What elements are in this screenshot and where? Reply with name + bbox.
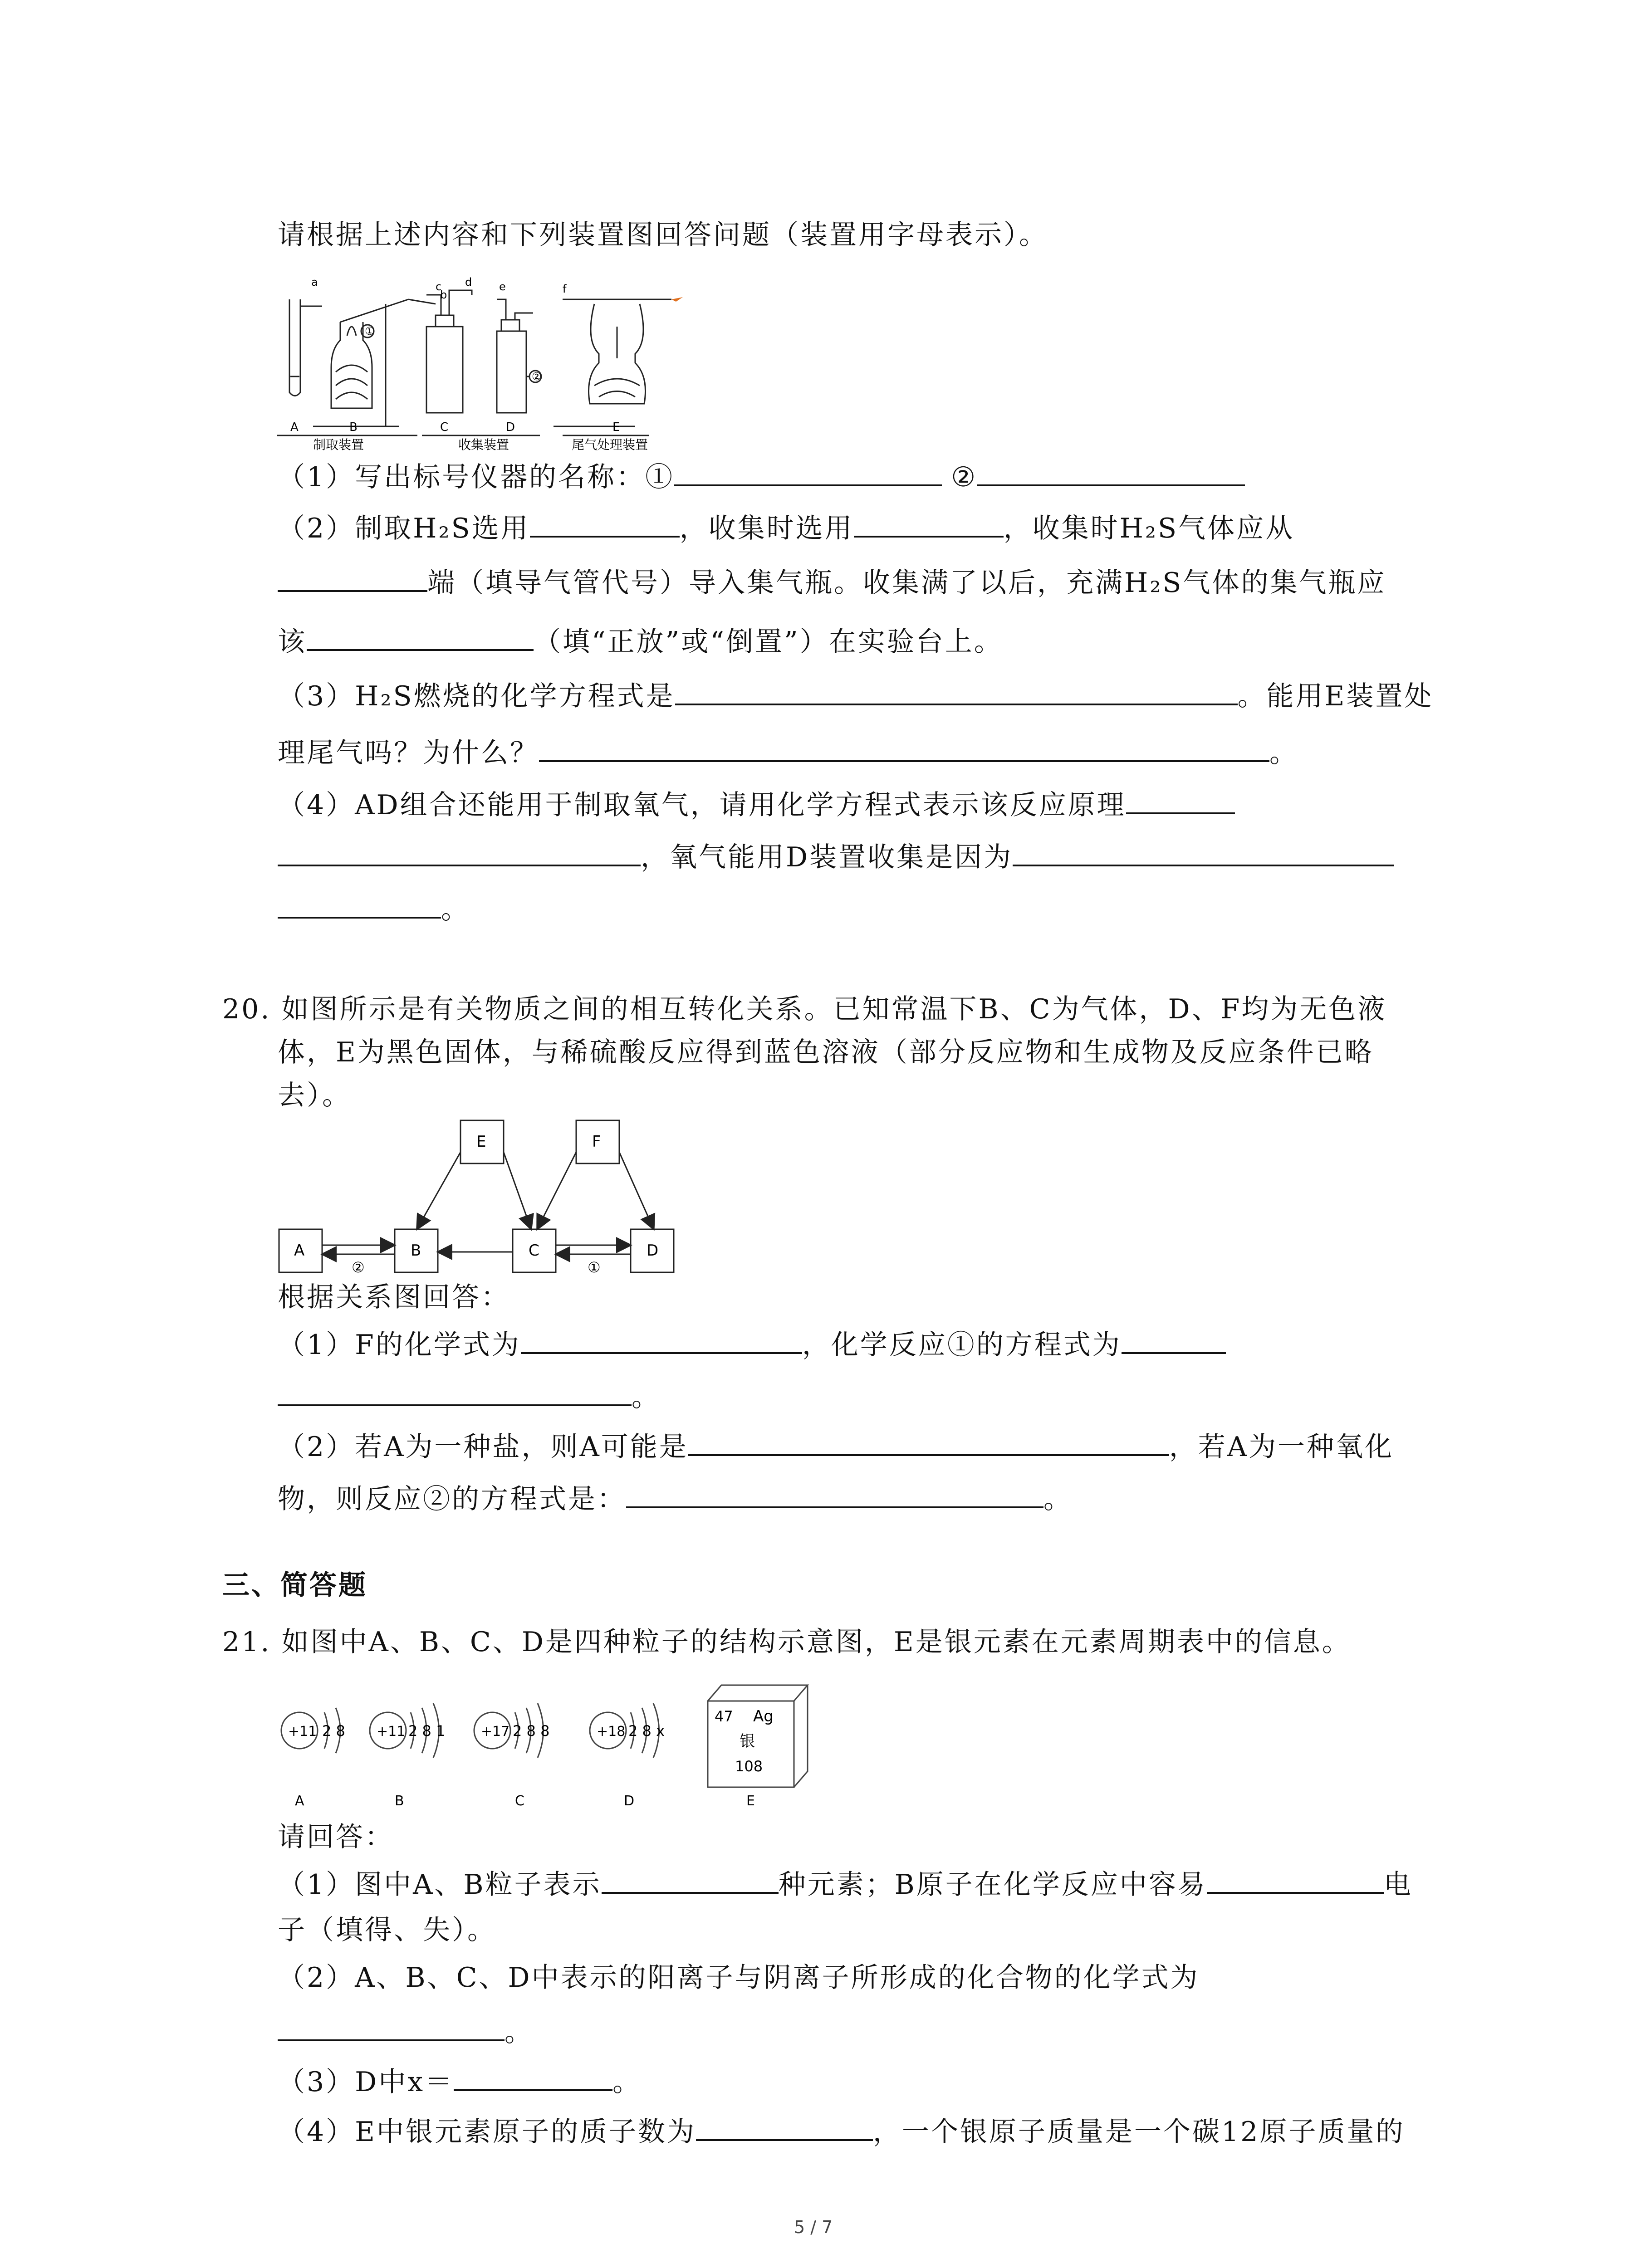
atom-C-nucleus: +17 xyxy=(481,1724,510,1740)
atom-C-label: C xyxy=(515,1793,524,1809)
label-f: f xyxy=(563,283,567,295)
answer-blank[interactable] xyxy=(278,1404,632,1406)
particle-diagram xyxy=(272,1678,826,1814)
label-B: B xyxy=(349,420,358,434)
node-B: B xyxy=(411,1242,421,1260)
atom-C-shells: 2 8 8 xyxy=(513,1722,550,1740)
apparatus-figure xyxy=(272,272,780,451)
answer-blank[interactable] xyxy=(602,1892,779,1894)
reaction-2-label: ② xyxy=(352,1259,365,1276)
answer-blank[interactable] xyxy=(539,760,1269,762)
q20-part1-line2: 。 xyxy=(278,1383,661,1411)
label-C: C xyxy=(440,420,449,434)
answer-blank[interactable] xyxy=(278,864,641,866)
node-E: E xyxy=(476,1133,486,1151)
element-mass: 108 xyxy=(735,1758,763,1775)
answer-blank[interactable] xyxy=(696,2139,873,2141)
atom-A-nucleus: +11 xyxy=(288,1724,317,1740)
atom-A-shells: 2 8 xyxy=(322,1722,345,1740)
node-C: C xyxy=(529,1242,539,1260)
q19-part4-line2: ，氧气能用D装置收集是因为 xyxy=(278,844,1394,871)
atom-D-nucleus: +18 xyxy=(597,1724,626,1740)
label-circle-2: ② xyxy=(532,370,542,383)
atom-B-nucleus: +11 xyxy=(377,1724,406,1740)
q21-part1-line2: 子（填得、失）。 xyxy=(278,1914,496,1946)
q20-prompt: 根据关系图回答： xyxy=(278,1281,510,1313)
element-name: 银 xyxy=(740,1732,755,1750)
label-c: c xyxy=(436,280,442,293)
atom-B-label: B xyxy=(395,1793,404,1809)
answer-blank[interactable] xyxy=(278,2039,505,2041)
group-label-tail-gas: 尾气处理装置 xyxy=(572,437,648,451)
q21-stem: 21. 如图中A、B、C、D是四种粒子的结构示意图，E是银元素在元素周期表中的信息。 xyxy=(222,1626,1351,1658)
answer-blank[interactable] xyxy=(674,484,942,486)
q19-part2-line2: 端（填导气管代号）导入集气瓶。收集满了以后，充满H₂S气体的集气瓶应 xyxy=(278,569,1386,596)
atom-D-label: D xyxy=(624,1793,635,1809)
q19-part4-line3: 。 xyxy=(278,896,470,923)
node-F: F xyxy=(592,1133,601,1151)
label-circle-1: ① xyxy=(365,325,375,337)
answer-blank[interactable] xyxy=(454,2089,612,2091)
q20-part2-line1: （2）若A为一种盐，则A可能是 ，若A为一种氧化 xyxy=(278,1431,1394,1463)
label-a: a xyxy=(311,276,318,288)
q19-part2-line1: （2）制取H₂S选用 ，收集时选用 ，收集时H₂S气体应从 xyxy=(278,513,1295,544)
q20-stem-line3: 去）。 xyxy=(278,1080,351,1111)
label-d: d xyxy=(465,276,472,288)
atom-A-label: A xyxy=(295,1793,304,1809)
q19-part2-line3: 该 （填“正放”或“倒置”）在实验台上。 xyxy=(278,626,1003,658)
label-b: b xyxy=(440,288,447,301)
answer-blank[interactable] xyxy=(530,535,680,538)
label-E: E xyxy=(612,420,620,434)
answer-blank[interactable] xyxy=(1207,1892,1384,1894)
q21-part2-line1: （2）A、B、C、D中表示的阳离子与阴离子所形成的化合物的化学式为 xyxy=(278,1962,1200,1994)
q20-part2-line2: 物，则反应②的方程式是： 。 xyxy=(278,1483,1073,1515)
node-A: A xyxy=(294,1242,305,1260)
q19-part3-line2: 理尾气吗？为什么？ 。 xyxy=(278,737,1298,769)
q19-part4-line1: （4）AD组合还能用于制取氧气，请用化学方程式表示该反应原理 xyxy=(278,792,1235,819)
q20-stem-line2: 体，E为黑色固体，与稀硫酸反应得到蓝色溶液（部分反应物和生成物及反应条件已略 xyxy=(278,1036,1374,1068)
atom-B-shells: 2 8 1 xyxy=(408,1722,446,1740)
intro-text: 请根据上述内容和下列装置图回答问题（装置用字母表示）。 xyxy=(278,219,1048,251)
answer-blank[interactable] xyxy=(675,703,1238,705)
q21-part4: （4）E中银元素原子的质子数为 ，一个银原子质量是一个碳12原子质量的 xyxy=(278,2116,1405,2148)
answer-blank[interactable] xyxy=(977,484,1245,486)
q19-part3-line1: （3）H₂S燃烧的化学方程式是 。能用E装置处 xyxy=(278,680,1434,712)
answer-blank[interactable] xyxy=(1126,812,1235,814)
label-e: e xyxy=(499,280,506,293)
q21-part2-line2: 。 xyxy=(278,2019,534,2046)
q21-part3: （3）D中x＝ 。 xyxy=(278,2066,642,2098)
element-symbol: Ag xyxy=(753,1707,774,1725)
label-A: A xyxy=(290,420,299,434)
answer-blank[interactable] xyxy=(307,649,534,651)
group-label-collection: 收集装置 xyxy=(458,437,509,451)
node-D: D xyxy=(647,1242,659,1260)
answer-blank[interactable] xyxy=(626,1506,1043,1508)
reaction-1-label: ① xyxy=(588,1259,601,1276)
page-number: 5 / 7 xyxy=(794,2217,833,2237)
answer-blank[interactable] xyxy=(278,916,441,919)
section-heading: 三、简答题 xyxy=(222,1569,367,1601)
atom-D-shells: 2 8 x xyxy=(628,1722,665,1740)
group-label-preparation: 制取装置 xyxy=(313,437,364,451)
q21-prompt: 请回答： xyxy=(278,1821,394,1853)
q20-part1-line1: （1）F的化学式为 ，化学反应①的方程式为 xyxy=(278,1331,1226,1359)
answer-blank[interactable] xyxy=(521,1352,802,1354)
element-number: 47 xyxy=(715,1708,733,1725)
relation-diagram xyxy=(272,1116,690,1279)
label-D: D xyxy=(506,420,515,434)
element-label: E xyxy=(746,1793,755,1809)
answer-blank[interactable] xyxy=(688,1454,1169,1456)
q21-part1-line1: （1）图中A、B粒子表示 种元素；B原子在化学反应中容易 电 xyxy=(278,1869,1413,1901)
answer-blank[interactable] xyxy=(1122,1352,1226,1354)
answer-blank[interactable] xyxy=(1013,864,1394,866)
answer-blank[interactable] xyxy=(278,590,427,592)
q19-part1: （1）写出标号仪器的名称：① ② xyxy=(278,464,1245,491)
answer-blank[interactable] xyxy=(854,535,1004,538)
q20-stem-line1: 20. 如图所示是有关物质之间的相互转化关系。已知常温下B、C为气体，D、F均为无色液 xyxy=(222,993,1387,1025)
